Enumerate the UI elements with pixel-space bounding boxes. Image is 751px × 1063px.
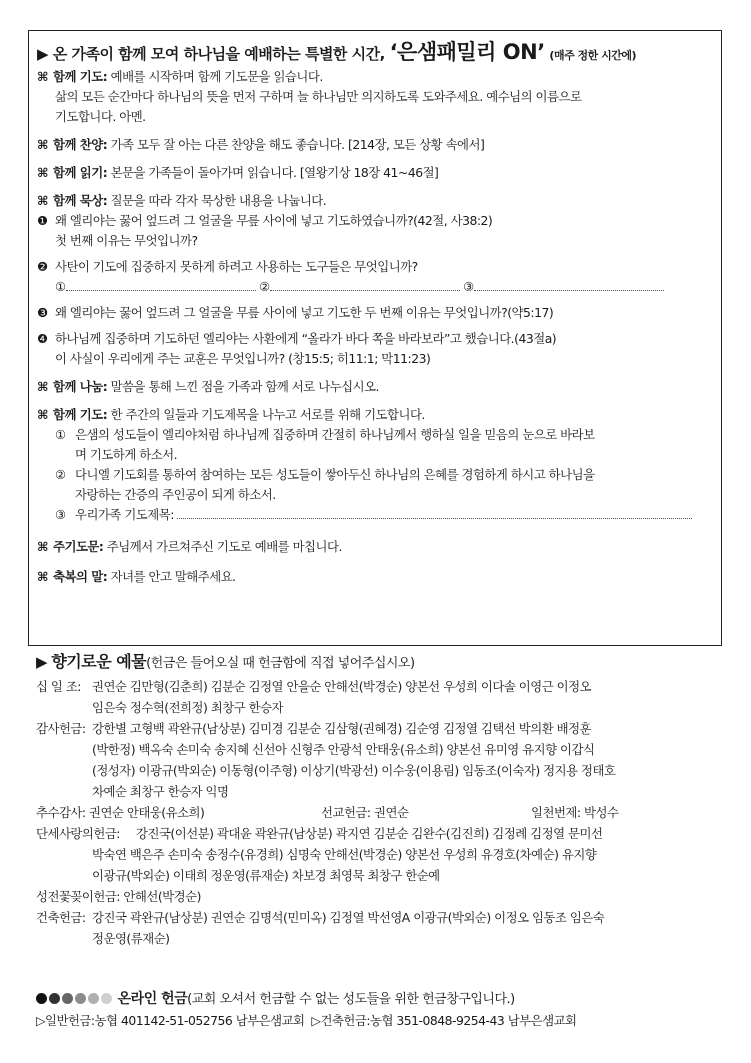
label: 축복의 말:	[53, 569, 108, 584]
online-offering-header	[36, 988, 726, 1011]
blank-number: ①	[55, 279, 66, 294]
donor-line: 강한별 고형백 곽완규(남상분) 김미경 김분순 김삼형(권혜경) 김순영 김정열 김택선 박의환 배정훈	[92, 721, 592, 736]
command-icon: ⌘	[37, 137, 48, 152]
offering-key: 성전꽃꽂이헌금:	[36, 889, 120, 904]
family-worship-header	[37, 37, 711, 67]
donor-line: (박한정) 백옥숙 손미숙 송지혜 신선아 신형주 안광석 안태웅(유소희) 양본선 유미영 유지향 이갑식	[92, 742, 595, 757]
section-blessing	[37, 567, 711, 587]
online-offering-note: (교회 오셔서 헌금할 수 없는 성도들을 위한 헌금창구입니다.)	[187, 992, 515, 1007]
offering-value: 안해선(박경순)	[123, 889, 201, 904]
text: 말씀을 통해 느낀 점을 가족과 함께 서로 나누십시오.	[110, 379, 379, 394]
text: 본문을 가족들이 돌아가며 읽습니다. [열왕기상 18장 41~46절]	[110, 165, 439, 180]
online-offering-title: 온라인 헌금	[117, 991, 188, 1007]
section-prayer-close	[37, 405, 711, 525]
section-prayer-open	[37, 67, 711, 127]
offering-title: 향기로운 예물	[51, 652, 147, 671]
command-icon: ⌘	[37, 407, 48, 422]
offering-section	[36, 650, 726, 949]
answer-blanks	[37, 277, 711, 297]
text: 자녀를 안고 말해주세요.	[110, 569, 236, 584]
answer-blank[interactable]	[474, 279, 664, 291]
offering-value: 권연순	[374, 805, 409, 820]
label: 함께 나눔:	[53, 379, 108, 394]
section-reading	[37, 163, 711, 183]
donor-line: 박숙연 백은주 손미숙 송정수(유경희) 심명숙 안해선(박경순) 양본선 우성희 유경호(차예순) 유지향	[92, 847, 597, 862]
offering-row-building	[36, 907, 726, 949]
question: 왜 엘리야는 꿇어 엎드려 그 얼굴을 무릎 사이에 넣고 기도한 두 번째 이유는 무엇입니까?(약5:17)	[55, 305, 554, 320]
prayer-item-line: 며 기도하게 하소서.	[75, 447, 178, 462]
blank-number: ②	[259, 279, 270, 294]
header-text: 온 가족이 함께 모여 하나님을 예배하는 특별한 시간,	[52, 45, 385, 63]
text: 가족 모두 잘 아는 다른 찬양을 해도 좋습니다. [214장, 모든 상황 속에서]	[110, 137, 485, 152]
text: 예배를 시작하며 함께 기도문을 읽습니다.	[110, 69, 323, 84]
donor-line: 이광규(박외순) 이태희 정운영(류재순) 차보경 최영묵 최창구 한순예	[92, 868, 440, 883]
prayer-item-line: 자랑하는 간증의 주인공이 되게 하소서.	[75, 487, 276, 502]
donor-line: (정성자) 이광규(박외순) 이동형(이주형) 이상기(박광선) 이수웅(이용림) 임동조(이숙자) 정지용 정태호	[92, 763, 616, 778]
question: 하나님께 집중하며 기도하던 엘리야는 사환에게 “올라가 바다 쪽을 바라보라”고 했습니다.(43절a)	[55, 331, 557, 346]
building-account: ▷건축헌금:농협 351-0848-9254-43 남부은샘교회	[311, 1013, 577, 1028]
offering-value: 박성수	[584, 805, 619, 820]
offering-row-unity	[36, 823, 726, 886]
command-icon: ⌘	[37, 539, 48, 554]
text: 한 주간의 일들과 기도제목을 나누고 서로를 위해 기도합니다.	[110, 407, 425, 422]
question-line: 첫 번째 이유는 무엇입니까?	[55, 233, 198, 248]
header-title: ‘은샘패밀리 ON’	[389, 40, 545, 64]
number-bullet: ❷	[37, 259, 48, 274]
bank-accounts	[36, 1011, 726, 1031]
donor-line: 권연순 김만형(김춘희) 김분순 김정열 안을순 안해선(박경순) 양본선 우성희 이다솔 이영근 이정오	[92, 679, 592, 694]
donor-line: 임은숙 정수혁(전희정) 최창구 한승자	[92, 700, 284, 715]
family-prayer-blank[interactable]	[177, 507, 692, 519]
offering-header	[36, 650, 726, 676]
command-icon: ⌘	[37, 69, 48, 84]
offering-key: 일천번제:	[531, 805, 581, 820]
arrow-icon: ▶	[37, 45, 49, 63]
offering-key: 감사헌금:	[36, 721, 86, 736]
offering-row-tithe	[36, 676, 726, 718]
offering-key: 추수감사:	[36, 805, 86, 820]
command-icon: ⌘	[37, 165, 48, 180]
donor-line: 강진국 곽완규(남상분) 권연순 김명석(민미옥) 김정열 박선영A 이광규(박외순) 이정오 임동조 임은숙	[92, 910, 605, 925]
offering-row-flowers	[36, 886, 726, 907]
question-line: 이 사실이 우리에게 주는 교훈은 무엇입니까? (창15:5; 히11:1; 막11:23)	[55, 351, 431, 366]
donor-line: 차예순 최창구 한승자 익명	[92, 784, 229, 799]
general-account: ▷일반헌금:농협 401142-51-052756 남부은샘교회	[36, 1013, 305, 1028]
label: 함께 읽기:	[53, 165, 108, 180]
text: 주님께서 가르쳐주신 기도로 예배를 마칩니다.	[106, 539, 342, 554]
command-icon: ⌘	[37, 193, 48, 208]
label: 함께 찬양:	[53, 137, 108, 152]
number-bullet: ❸	[37, 305, 48, 320]
section-praise	[37, 135, 711, 155]
section-lords-prayer	[37, 537, 711, 557]
label: 함께 기도:	[53, 407, 108, 422]
prayer-item: 우리가족 기도제목:	[75, 507, 174, 522]
item-number: ①	[55, 427, 66, 442]
answer-blank[interactable]	[270, 279, 460, 291]
label: 함께 기도:	[53, 69, 108, 84]
donor-line: 정운영(류재순)	[92, 931, 170, 946]
number-bullet: ❹	[37, 331, 48, 346]
label: 함께 묵상:	[53, 193, 108, 208]
offering-value: 권연순 안태웅(유소희)	[89, 805, 205, 820]
offering-row-misc	[36, 802, 726, 823]
offering-key: 십 일 조:	[36, 679, 81, 694]
command-icon: ⌘	[37, 379, 48, 394]
dots-icon	[36, 992, 118, 1007]
family-worship-box	[28, 30, 722, 646]
number-bullet: ❶	[37, 213, 48, 228]
section-sharing	[37, 377, 711, 397]
online-offering-section	[36, 988, 726, 1031]
prayer-line: 기도합니다. 아멘.	[55, 109, 146, 124]
donor-line: 강진국(이선분) 곽대윤 곽완규(남상분) 곽지연 김분순 김완수(김진희) 김정례 김정열 문미선	[136, 826, 603, 841]
text: 질문을 따라 각자 묵상한 내용을 나눕니다.	[110, 193, 327, 208]
answer-blank[interactable]	[66, 279, 256, 291]
prayer-line: 삶의 모든 순간마다 하나님의 뜻을 먼저 구하며 늘 하나님만 의지하도록 도와주세요. 예수님의 이름으로	[55, 89, 582, 104]
offering-key: 단세사랑의헌금:	[36, 826, 120, 841]
offering-row-thanks	[36, 718, 726, 802]
blank-number: ③	[463, 279, 474, 294]
offering-note: (헌금은 들어오실 때 헌금함에 직접 넣어주십시오)	[146, 656, 415, 671]
question: 사탄이 기도에 집중하지 못하게 하려고 사용하는 도구들은 무엇입니까?	[55, 259, 418, 274]
prayer-item: 다니엘 기도회를 통하여 참여하는 모든 성도들이 쌓아두신 하나님의 은혜를 경험하게 하시고 하나님을	[75, 467, 595, 482]
command-icon: ⌘	[37, 569, 48, 584]
section-meditation	[37, 191, 711, 369]
item-number: ③	[55, 507, 66, 522]
question: 왜 엘리야는 꿇어 엎드려 그 얼굴을 무릎 사이에 넣고 기도하였습니까?(42절, 사38:2)	[55, 213, 493, 228]
offering-key: 선교헌금:	[321, 805, 371, 820]
arrow-icon: ▶	[36, 653, 48, 671]
prayer-item: 은샘의 성도들이 엘리야처럼 하나님께 집중하며 간절히 하나님께서 행하실 일을 믿음의 눈으로 바라보	[75, 427, 595, 442]
item-number: ②	[55, 467, 66, 482]
offering-key: 건축헌금:	[36, 910, 86, 925]
label: 주기도문:	[53, 539, 104, 554]
header-schedule: (매주 정한 시간에)	[549, 49, 637, 62]
